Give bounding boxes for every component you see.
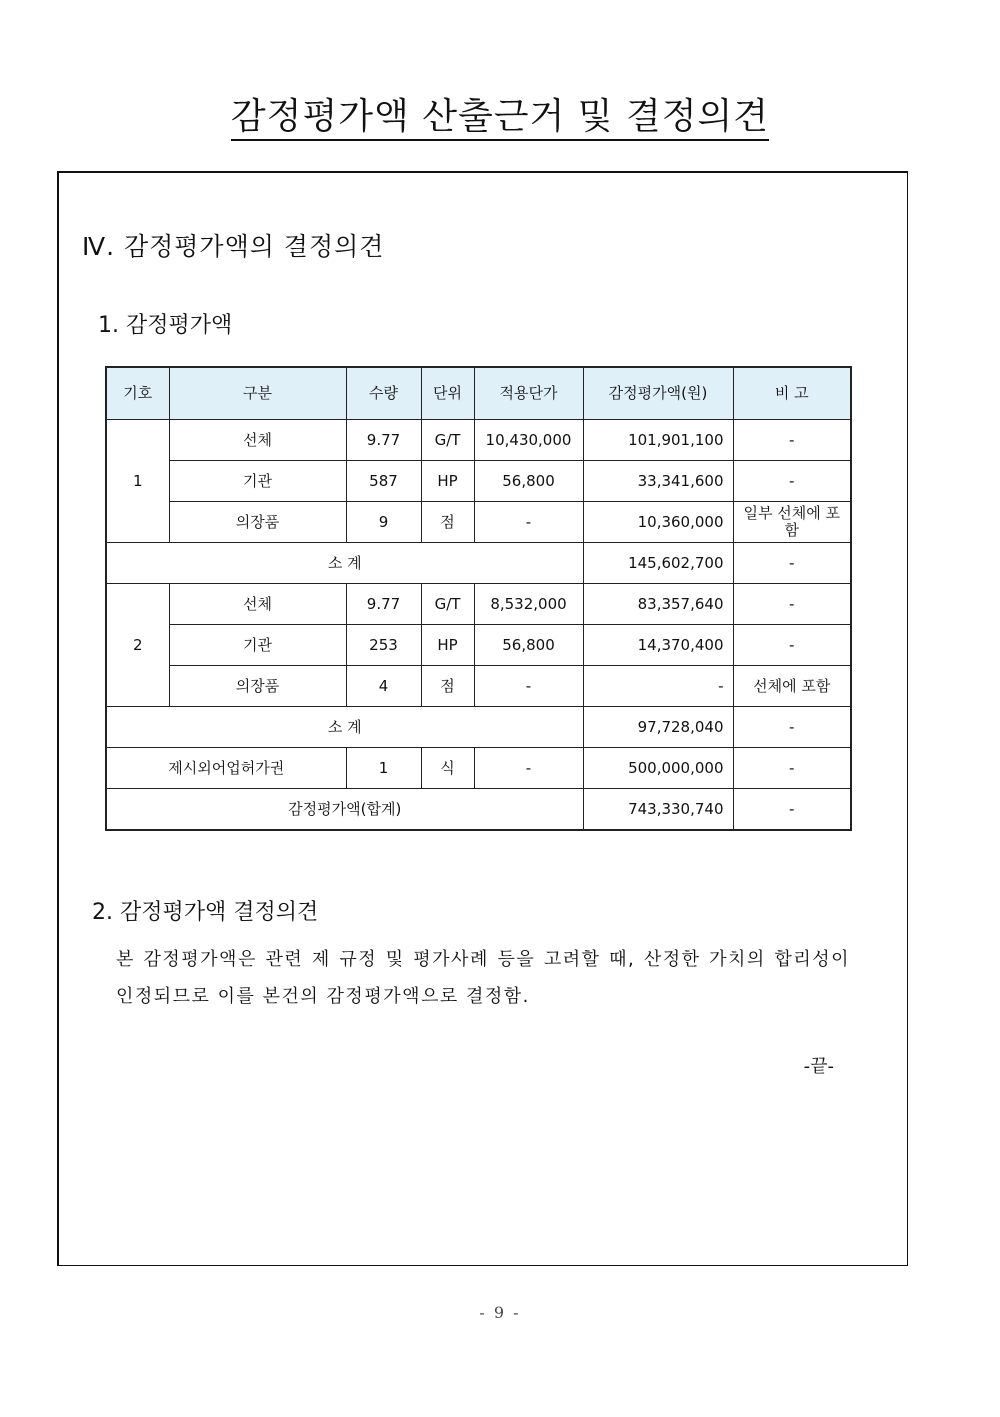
- subtotal-note: -: [733, 707, 851, 748]
- item-cell: 기관: [169, 625, 346, 666]
- qty-cell: 9.77: [346, 584, 421, 625]
- qty-cell: 1: [346, 748, 421, 789]
- subtotal-row: [106, 707, 851, 748]
- group-id-cell: 2: [106, 584, 169, 707]
- note-cell: 일부 선체에 포함: [733, 502, 851, 543]
- page-title: [0, 93, 1000, 141]
- subtotal-label: 소 계: [106, 543, 583, 584]
- price-cell: -: [474, 666, 583, 707]
- license-row: [106, 748, 851, 789]
- price-cell: -: [474, 748, 583, 789]
- item-cell: 의장품: [169, 666, 346, 707]
- page-number: - 9 -: [479, 1303, 521, 1322]
- item-cell: 기관: [169, 461, 346, 502]
- total-row: [106, 789, 851, 831]
- group-id-cell: 1: [106, 420, 169, 543]
- item-cell: 선체: [169, 420, 346, 461]
- subsection-heading-opinion: 2. 감정평가액 결정의견: [92, 900, 319, 925]
- qty-cell: 9: [346, 502, 421, 543]
- header-amount: 감정평가액(원): [583, 367, 733, 420]
- unit-cell: 점: [421, 666, 474, 707]
- table-row: [106, 666, 851, 707]
- unit-cell: 점: [421, 502, 474, 543]
- price-cell: 56,800: [474, 625, 583, 666]
- amount-cell: 500,000,000: [583, 748, 733, 789]
- table-row: [106, 584, 851, 625]
- subsection-heading-appraisal: 1. 감정평가액: [98, 313, 233, 338]
- price-cell: 8,532,000: [474, 584, 583, 625]
- item-cell: 제시외어업허가권: [106, 748, 346, 789]
- amount-cell: 83,357,640: [583, 584, 733, 625]
- price-cell: -: [474, 502, 583, 543]
- item-cell: 선체: [169, 584, 346, 625]
- total-note: -: [733, 789, 851, 831]
- subtotal-note: -: [733, 543, 851, 584]
- table-row: [106, 420, 851, 461]
- amount-cell: 101,901,100: [583, 420, 733, 461]
- qty-cell: 587: [346, 461, 421, 502]
- note-cell: -: [733, 625, 851, 666]
- qty-cell: 9.77: [346, 420, 421, 461]
- item-cell: 의장품: [169, 502, 346, 543]
- subtotal-row: [106, 543, 851, 584]
- price-cell: 56,800: [474, 461, 583, 502]
- header-unit-price: 적용단가: [474, 367, 583, 420]
- amount-cell: 14,370,400: [583, 625, 733, 666]
- subtotal-label: 소 계: [106, 707, 583, 748]
- amount-cell: 33,341,600: [583, 461, 733, 502]
- amount-cell: 10,360,000: [583, 502, 733, 543]
- end-mark: -끝-: [803, 1056, 834, 1077]
- qty-cell: 4: [346, 666, 421, 707]
- subtotal-amount: 97,728,040: [583, 707, 733, 748]
- header-category: 구분: [169, 367, 346, 420]
- unit-cell: G/T: [421, 584, 474, 625]
- amount-cell: -: [583, 666, 733, 707]
- unit-cell: 식: [421, 748, 474, 789]
- table-row: [106, 502, 851, 543]
- page-title-text: 감정평가액 산출근거 및 결정의견: [231, 96, 769, 141]
- note-cell: -: [733, 420, 851, 461]
- note-cell: -: [733, 748, 851, 789]
- unit-cell: HP: [421, 625, 474, 666]
- qty-cell: 253: [346, 625, 421, 666]
- section-heading: Ⅳ. 감정평가액의 결정의견: [82, 232, 385, 261]
- table-header-row: [106, 367, 851, 420]
- header-id: 기호: [106, 367, 169, 420]
- unit-cell: HP: [421, 461, 474, 502]
- header-unit: 단위: [421, 367, 474, 420]
- total-amount: 743,330,740: [583, 789, 733, 831]
- subtotal-amount: 145,602,700: [583, 543, 733, 584]
- unit-cell: G/T: [421, 420, 474, 461]
- appraisal-table: [105, 366, 852, 831]
- table-row: [106, 625, 851, 666]
- total-label: 감정평가액(합계): [106, 789, 583, 831]
- price-cell: 10,430,000: [474, 420, 583, 461]
- note-cell: -: [733, 584, 851, 625]
- note-cell: -: [733, 461, 851, 502]
- table-row: [106, 461, 851, 502]
- opinion-paragraph: 본 감정평가액은 관련 제 규정 및 평가사례 등을 고려할 때, 산정한 가치의 합리성이 인정되므로 이를 본건의 감정평가액으로 결정함.: [116, 949, 850, 1007]
- header-quantity: 수량: [346, 367, 421, 420]
- header-note: 비 고: [733, 367, 851, 420]
- note-cell: 선체에 포함: [733, 666, 851, 707]
